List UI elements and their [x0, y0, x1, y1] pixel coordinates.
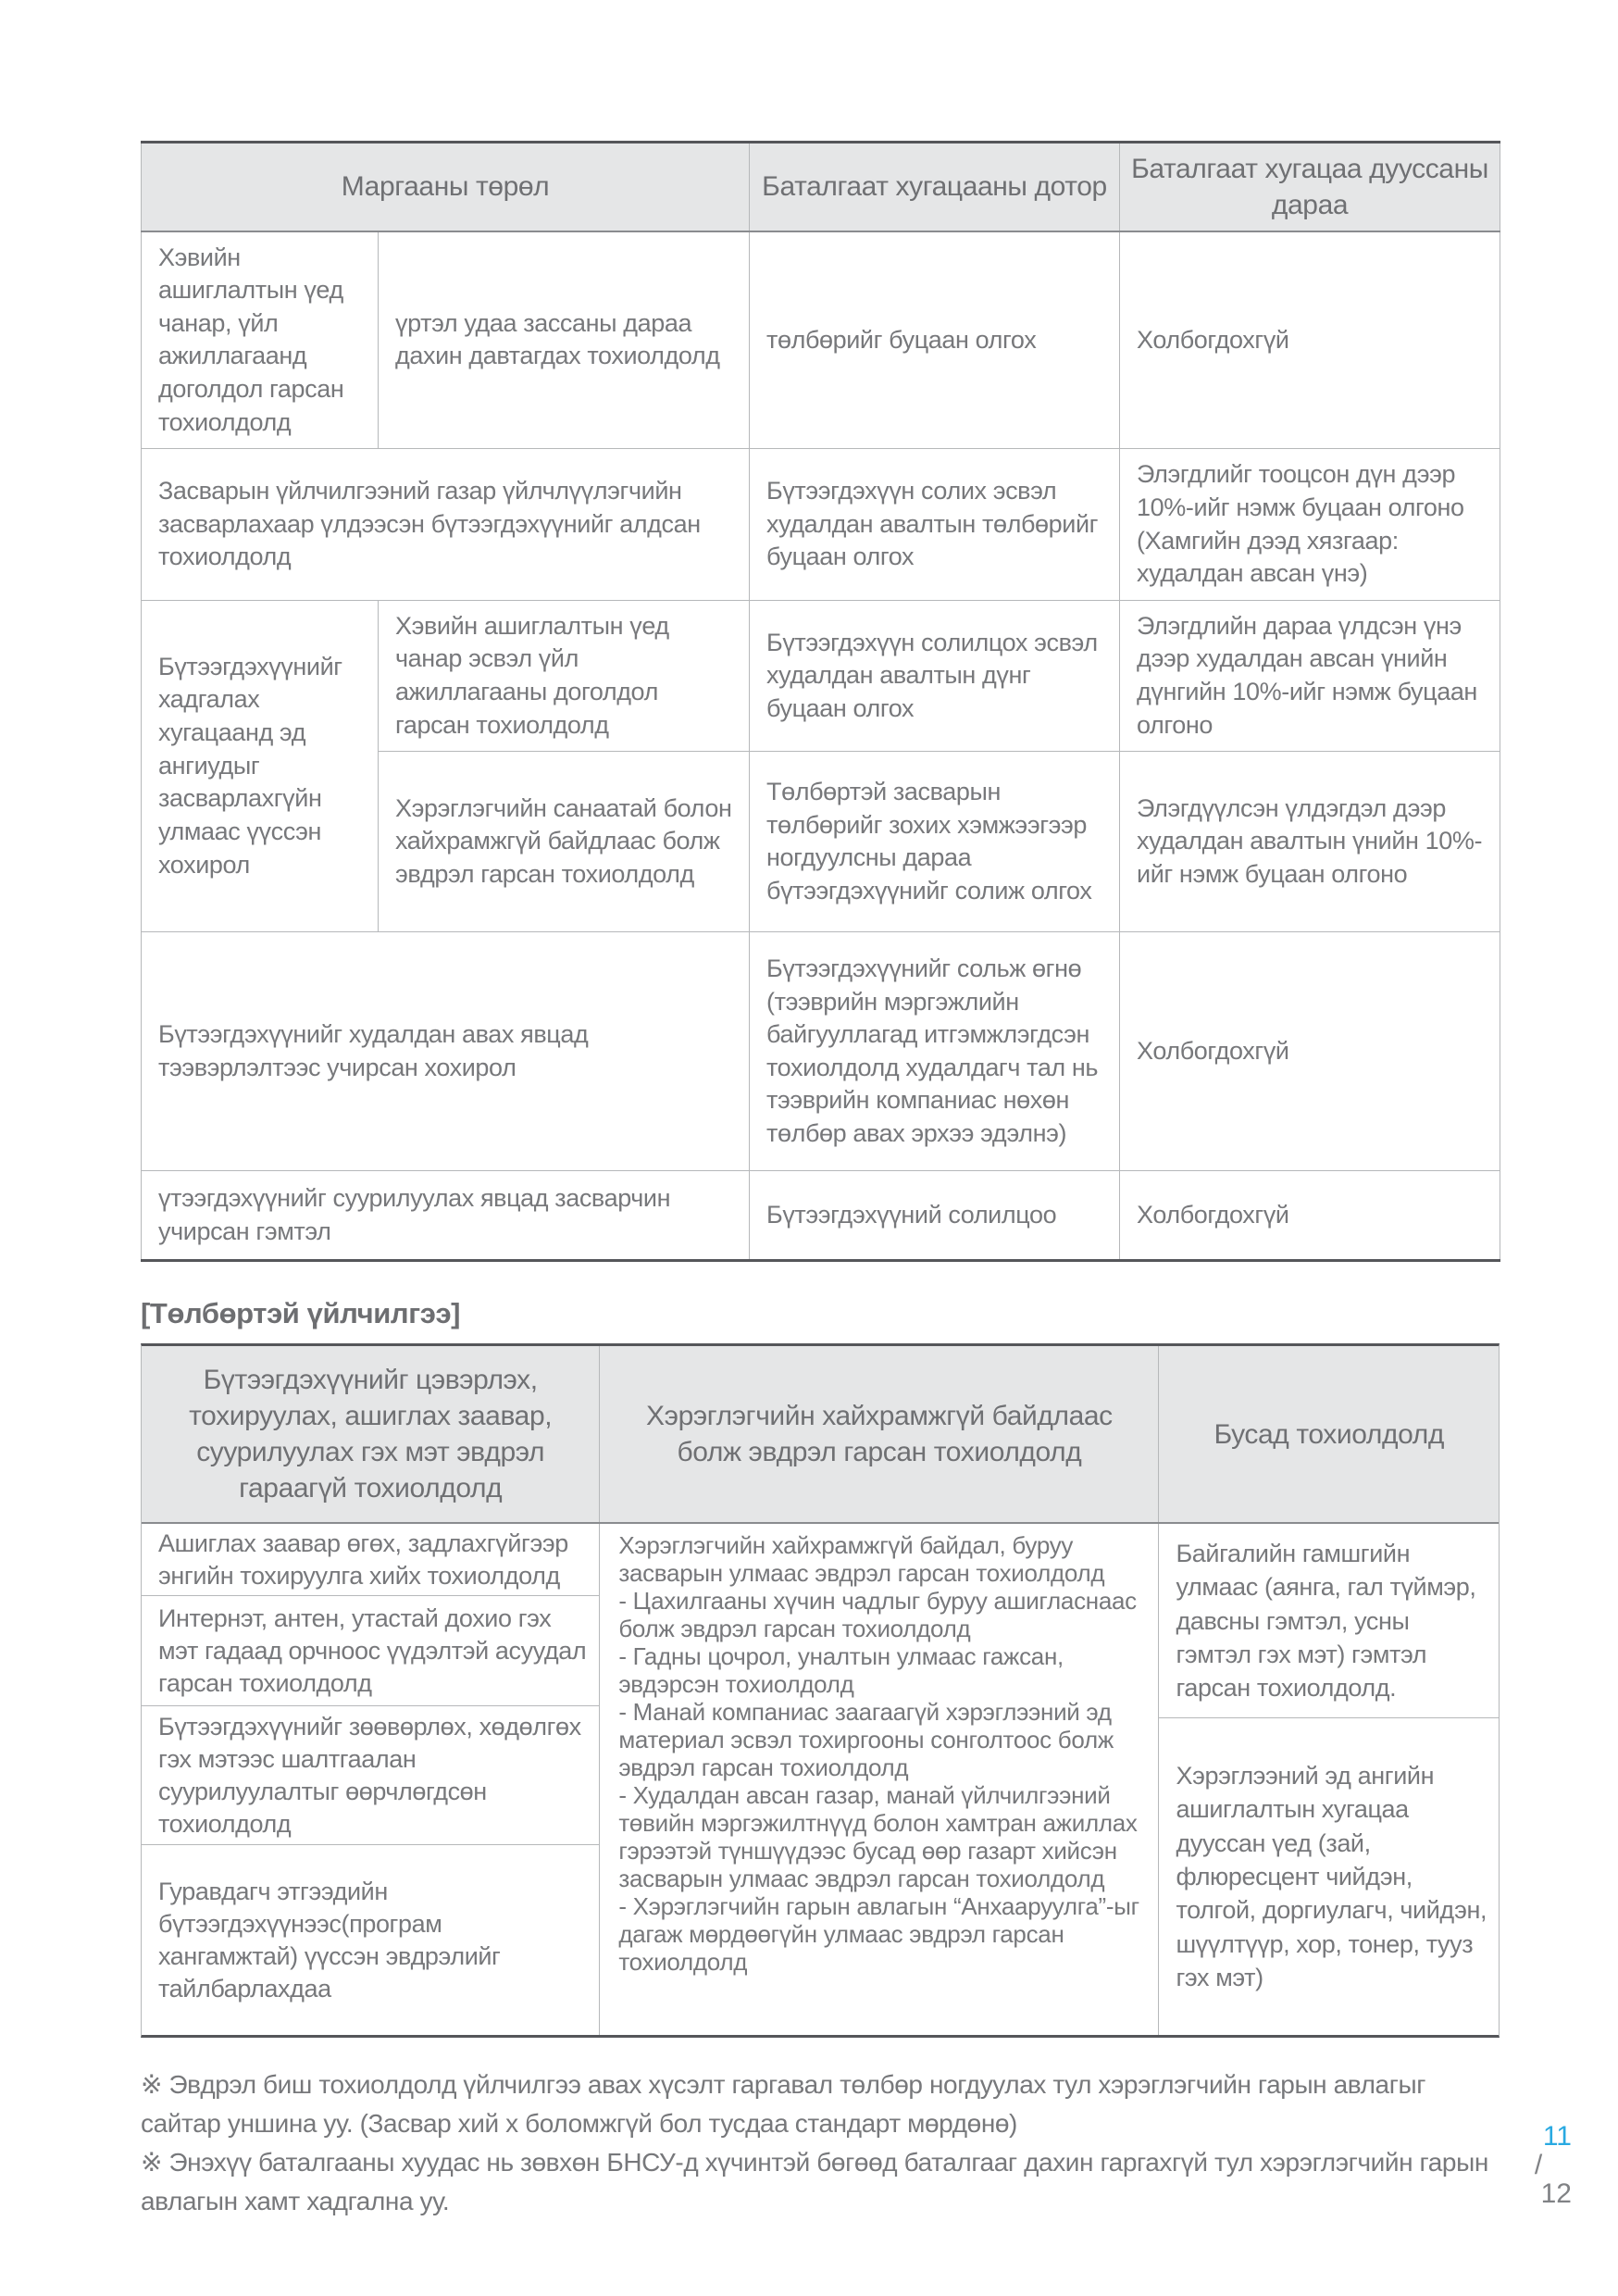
cell-remedy-within: Төлбөртэй засварын төлбөрийг зохих хэмжээгээр ногдуулсны дараа бүтээгдэхүүнийг солиж олгох	[750, 752, 1120, 932]
paid-service-section-title: [Төлбөртэй үйлчилгээ]	[141, 1297, 461, 1330]
paid-service-table	[141, 1343, 1500, 2038]
table-row	[142, 1171, 1500, 1261]
cell-subcase-user-negligence: Хэрэглэгчийн санаатай болон хайхрамжгүй байдлаас болж эвдрэл гарсан тохиолдолд	[379, 752, 750, 932]
cell-remedy-after: Холбогдохгүй	[1120, 231, 1500, 449]
list-item: Гуравдагч этгээдийн бүтээгдэхүүнээс(програм хангамжтай) үүссэн эвдрэлийг тайлбарлахдаа	[158, 1877, 501, 2003]
cell-case-storage-damage: Бүтээгдэхүүнийг хадгалах хугацаанд эд ангиудыг засварлахгүйн улмаас үүссэн хохирол	[142, 600, 379, 932]
page-number-separator: /	[1534, 2150, 1543, 2180]
cell-remedy-within: төлбөрийг буцаан олгох	[750, 231, 1120, 449]
list-item: Хэрэглээний эд ангийн ашиглалтын хугацаа дууссан үед (зай, флюресцент чийдэн, толгой, доргиулагч, чийдэн, шүүлтүүр, хор, тонер, тууз гэх мэт)	[1176, 1761, 1487, 1992]
footnote: ※ Эвдрэл биш тохиолдолд үйлчилгээ авах хүсэлт гаргавал төлбөр ногдуулах тул хэрэглэгчийн гарын авлагыг сайтар уншина уу. (Засвар хий х боломжгүй бол тусдаа стандарт мөрдөнө)	[141, 2070, 1426, 2139]
cell-remedy-within: Бүтээгдэхүүнийг сольж өгнө (тээврийн мэргэжлийн байгууллагад итгэмжлэгдсэн тохиолдолд худалдагч тал нь тээврийн компаниас нөхөн төлбөр авах эрхээ эдэлнэ)	[750, 932, 1120, 1171]
list-item: - Цахилгааны хүчин чадлыг буруу ашигласнаас болж эвдрэл гарсан тохиолдолд	[618, 1587, 1137, 1643]
page-number-current: 11	[1542, 2121, 1572, 2152]
user-negligence-column	[599, 1524, 1159, 2035]
header-other-cases: Бусад тохиолдолд	[1214, 1418, 1444, 1450]
page-number-total: 12	[1540, 2178, 1572, 2209]
list-item: Интернэт, антен, утастай дохио гэх мэт гадаад орчноос үүдэлтэй асуудал гарсан тохиолдолд	[142, 1596, 599, 1706]
header-dispute-type: Маргааны төрөл	[142, 143, 750, 231]
footnote: ※ Энэхүү баталгааны хуудас нь зөвхөн БНСУ-д хүчинтэй бөгөөд баталгааг дахин гаргахгүй тул хэрэглэгчийн гарын авлагын хамт хадгална уу.	[141, 2148, 1488, 2216]
paid-service-body	[142, 1524, 1499, 2035]
cell-remedy-after: Холбогдохгүй	[1120, 1171, 1500, 1261]
cell-case-repeat-after-repair: үртэл удаа зассаны дараа дахин давтагдах тохиолдолд	[379, 231, 750, 449]
list-item: Бүтээгдэхүүнийг зөөвөрлөх, хөдөлгөх гэх мэтээс шалтгаалан суурилуулалтыг өөрчлөгдсөн тохиолдолд	[142, 1706, 599, 1845]
cell-case-lost-at-service: Засварын үйлчилгээний газар үйлчлүүлэгчийн засварлахаар үлдээсэн бүтээгдэхүүнийг алдсан тохиолдолд	[142, 449, 750, 601]
list-item: - Хэрэглэгчийн гарын авлагын “Анхааруулга”-ыг дагаж мөрдөөгүйн улмаас эвдрэл гарсан тохиолдолд	[618, 1892, 1139, 1977]
no-defect-column	[142, 1524, 599, 2035]
cell-remedy-after: Элэгдүүлсэн үлдэгдэл дээр худалдан авалтын үнийн 10%-ийг нэмж буцаан олгоно	[1120, 752, 1500, 932]
dispute-table	[141, 141, 1500, 1262]
header-user-negligence-cases: Хэрэглэгчийн хайхрамжгүй байдлаас болж эвдрэл гарсан тохиолдолд	[599, 1346, 1159, 1522]
user-negligence-cell	[600, 1524, 1158, 2035]
cell-remedy-within: Бүтээгдэхүүн солилцох эсвэл худалдан авалтын дүнг буцаан олгох	[750, 600, 1120, 752]
page-number	[1514, 2122, 1572, 2208]
header-after-warranty: Баталгаат хугацаа дууссаны дараа	[1120, 143, 1500, 231]
cell-remedy-after: Элэгдлийн дараа үлдсэн үнэ дээр худалдан авсан үнийн дүнгийн 10%-ийг нэмж буцаан олгоно	[1120, 600, 1500, 752]
table-row	[142, 231, 1500, 449]
dispute-table-header-row	[142, 143, 1500, 231]
footnotes	[141, 2065, 1500, 2221]
cell-remedy-after: Холбогдохгүй	[1120, 932, 1500, 1171]
cell-case-shipping-damage: Бүтээгдэхүүнийг худалдан авах явцад тээвэрлэлтээс учирсан хохирол	[142, 932, 750, 1171]
cell-remedy-after: Элэгдлийг тооцсон дүн дээр 10%-ийг нэмж буцаан олгоно (Хамгийн дээд хязгаар: худалдан авсан үнэ)	[1120, 449, 1500, 601]
table-row	[142, 449, 1500, 601]
list-item: - Манай компаниас заагаагүй хэрэглээний эд материал эсвэл тохиргооны сонголтоос болж эвдрэл гарсан тохиолдолд	[618, 1698, 1114, 1782]
header-no-defect-cases: Бүтээгдэхүүнийг цэвэрлэх, тохируулах, ашиглах заавар, суурилуулах гэх мэт эвдрэл гараагүй тохиолдолд	[189, 1365, 553, 1504]
cell-remedy-within: Бүтээгдэхүүн солих эсвэл худалдан авалтын төлбөрийг буцаан олгох	[750, 449, 1120, 601]
header-within-warranty: Баталгаат хугацааны дотор	[750, 143, 1120, 231]
list-item: - Худалдан авсан газар, манай үйлчилгээний төвийн мэргэжилтнүүд болон хамтран ажиллах гэрээтэй түншүүдээс бусад өөр газарт хийсэн засварын улмаас эвдрэл гарсан тохиолдолд	[618, 1781, 1138, 1893]
cell-remedy-within: Бүтээгдэхүүний солилцоо	[750, 1171, 1120, 1261]
list-item: Хэрэглэгчийн хайхрамжгүй байдал, буруу засварын улмаас эвдрэл гарсан тохиолдолд	[618, 1531, 1105, 1588]
paid-service-header-row	[142, 1346, 1499, 1524]
table-row	[142, 932, 1500, 1171]
list-item: Байгалийн гамшгийн улмаас (аянга, гал түймэр, давсны гэмтэл, усны гэмтэл гэх мэт) гэмтэл гарсан тохиолдолд.	[1159, 1524, 1499, 1718]
cell-case-normal-use: Хэвийн ашиглалтын үед чанар, үйл ажиллагаанд доголдол гарсан тохиолдолд	[142, 231, 379, 449]
list-item: Ашиглах заавар өгөх, задлахгүйгээр энгийн тохируулга хийх тохиолдолд	[142, 1524, 599, 1596]
list-item: - Гадны цочрол, уналтын улмаас гажсан, эвдэрсэн тохиолдолд	[618, 1642, 1064, 1699]
other-cases-column	[1159, 1524, 1499, 2035]
cell-subcase-normal-defect: Хэвийн ашиглалтын үед чанар эсвэл үйл ажиллагааны доголдол гарсан тохиолдолд	[379, 600, 750, 752]
table-row	[142, 600, 1500, 752]
cell-case-installation-damage: үтээгдэхүүнийг суурилуулах явцад засварчин учирсан гэмтэл	[142, 1171, 750, 1261]
warranty-page-content	[141, 141, 1500, 2221]
